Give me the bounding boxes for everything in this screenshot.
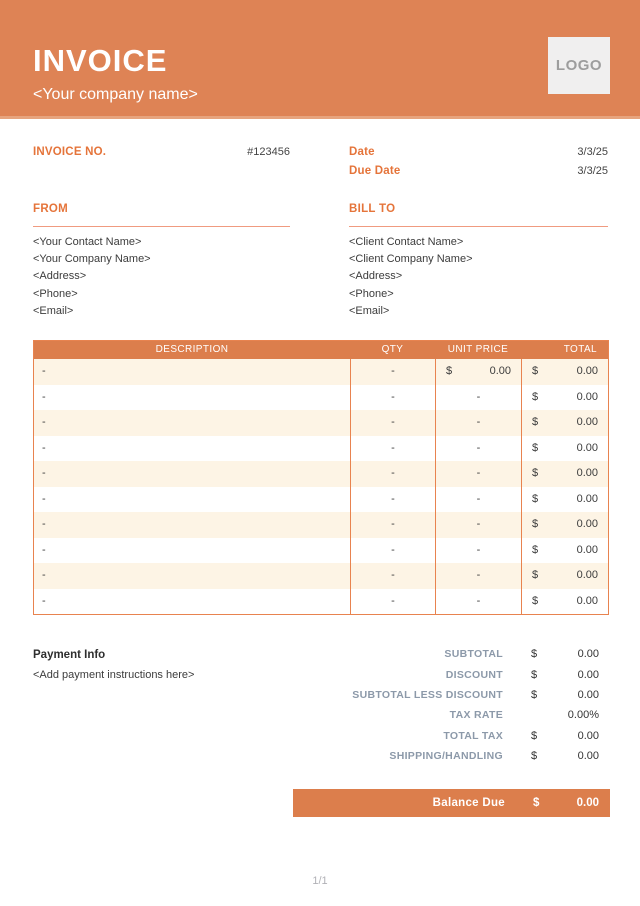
description-cell[interactable]: -: [42, 467, 46, 479]
total-currency: $: [532, 492, 539, 505]
from-contact-name[interactable]: <Your Contact Name>: [33, 236, 142, 248]
table-header-row: [34, 341, 608, 359]
total-value: 0.00: [576, 365, 598, 377]
qty-cell[interactable]: -: [350, 512, 435, 538]
unit-price-cell[interactable]: [435, 461, 521, 487]
invoice-no-value[interactable]: #123456: [247, 146, 290, 158]
total-value: 0.00: [576, 492, 598, 505]
payment-info-heading: Payment Info: [33, 649, 106, 661]
total-currency: $: [532, 416, 539, 428]
total-currency: $: [532, 441, 539, 454]
invoice-no-label: INVOICE NO.: [33, 146, 107, 158]
total-cell: [521, 461, 608, 487]
payment-info-section: [33, 645, 313, 685]
totals-value: 0.00: [577, 729, 599, 742]
table-row: [34, 563, 608, 589]
unit-price-value: -: [476, 441, 481, 454]
totals-row-label: DISCOUNT: [445, 668, 503, 681]
totals-row-label: SUBTOTAL LESS DISCOUNT: [352, 688, 503, 701]
totals-row-label: SHIPPING/HANDLING: [389, 750, 503, 763]
dates-section: [349, 146, 608, 183]
table-row: [34, 385, 608, 411]
qty-cell[interactable]: -: [350, 563, 435, 589]
qty-cell[interactable]: -: [350, 461, 435, 487]
total-cell: [521, 563, 608, 589]
totals-row-amount: [521, 689, 608, 701]
totals-row-label: SUBTOTAL: [444, 648, 503, 661]
description-cell[interactable]: -: [42, 416, 46, 428]
from-company-name[interactable]: <Your Company Name>: [33, 253, 151, 266]
unit-price-cell[interactable]: [435, 385, 521, 411]
balance-currency-symbol: $: [533, 797, 540, 809]
description-cell[interactable]: -: [42, 543, 46, 556]
total-value: 0.00: [576, 441, 598, 454]
total-cell: [521, 538, 608, 564]
totals-currency-symbol: $: [531, 729, 538, 742]
total-value: 0.00: [576, 594, 598, 607]
totals-row-amount: [521, 648, 608, 660]
description-cell[interactable]: -: [42, 594, 46, 607]
totals-value: 0.00: [577, 668, 599, 681]
unit-price-value: -: [476, 467, 481, 479]
totals-currency-symbol: $: [531, 668, 538, 681]
total-currency: $: [532, 518, 539, 530]
client-address[interactable]: <Address>: [349, 270, 403, 283]
totals-row: [290, 746, 608, 766]
total-currency: $: [532, 594, 539, 607]
total-value: 0.00: [576, 543, 598, 556]
balance-due-amount: [523, 797, 610, 809]
line-items-table: [33, 340, 609, 615]
total-currency: $: [532, 365, 539, 377]
column-header-qty: QTY: [381, 344, 404, 355]
invoice-title: INVOICE: [33, 43, 168, 78]
table-row: [34, 410, 608, 436]
column-header-description: DESCRIPTION: [155, 344, 229, 355]
totals-currency-symbol: $: [531, 750, 538, 763]
client-email[interactable]: <Email>: [349, 304, 390, 317]
totals-value: 0.00%: [567, 709, 599, 722]
unit-price-value: -: [476, 390, 481, 403]
totals-row: [290, 644, 608, 664]
client-phone[interactable]: <Phone>: [349, 287, 394, 300]
column-header-unit-price: UNIT PRICE: [447, 344, 509, 355]
qty-cell[interactable]: -: [350, 359, 435, 385]
total-cell: [521, 589, 608, 615]
table-row: [34, 512, 608, 538]
from-email[interactable]: <Email>: [33, 304, 74, 317]
totals-row-amount: [521, 709, 608, 721]
unit-price-cell[interactable]: [435, 487, 521, 513]
unit-price-cell[interactable]: [435, 512, 521, 538]
total-currency: $: [532, 543, 539, 556]
balance-due-bar: [293, 789, 610, 817]
totals-value: 0.00: [577, 750, 599, 763]
total-cell: [521, 359, 608, 385]
table-row: [34, 538, 608, 564]
totals-row: [290, 664, 608, 684]
client-company-name[interactable]: <Client Company Name>: [349, 253, 473, 266]
description-cell[interactable]: -: [42, 569, 46, 581]
unit-price-value: -: [476, 518, 481, 530]
qty-cell[interactable]: -: [350, 487, 435, 513]
totals-row: [290, 685, 608, 705]
date-value[interactable]: 3/3/25: [577, 146, 608, 158]
total-cell: [521, 410, 608, 436]
totals-row: [290, 726, 608, 746]
unit-price-cell[interactable]: [435, 589, 521, 615]
column-header-total: TOTAL: [563, 344, 597, 355]
from-address[interactable]: <Address>: [33, 270, 87, 283]
description-cell[interactable]: -: [42, 365, 46, 377]
total-value: 0.00: [576, 416, 598, 428]
unit-price-currency: $: [446, 365, 453, 377]
totals-currency-symbol: $: [531, 648, 538, 661]
description-cell[interactable]: -: [42, 441, 46, 454]
table-body: [34, 359, 608, 614]
invoice-number-row: [33, 146, 290, 165]
total-currency: $: [532, 467, 539, 479]
description-cell[interactable]: -: [42, 492, 46, 505]
total-cell: [521, 385, 608, 411]
from-heading: FROM: [33, 203, 290, 227]
table-row: [34, 461, 608, 487]
company-name-placeholder[interactable]: <Your company name>: [33, 86, 198, 103]
totals-row-amount: [521, 730, 608, 742]
unit-price-value: -: [476, 492, 481, 505]
totals-row-label: TAX RATE: [449, 709, 503, 722]
unit-price-cell[interactable]: [435, 563, 521, 589]
total-value: 0.00: [576, 518, 598, 530]
due-date-label: Due Date: [349, 164, 401, 177]
qty-cell[interactable]: -: [350, 538, 435, 564]
table-row: [34, 487, 608, 513]
unit-price-cell[interactable]: [435, 436, 521, 462]
description-cell[interactable]: -: [42, 518, 46, 530]
page-indicator: 1/1: [312, 875, 328, 887]
date-label: Date: [349, 146, 375, 158]
unit-price-value: -: [476, 594, 481, 607]
unit-price-cell[interactable]: [435, 410, 521, 436]
unit-price-value: -: [476, 569, 481, 581]
total-currency: $: [532, 569, 539, 581]
total-value: 0.00: [576, 390, 598, 403]
invoice-number-section: [33, 146, 290, 165]
unit-price-cell[interactable]: [435, 538, 521, 564]
total-value: 0.00: [576, 569, 598, 581]
from-section: [33, 203, 290, 320]
table-row: [34, 436, 608, 462]
logo-text: LOGO: [555, 57, 603, 74]
balance-value: 0.00: [576, 797, 599, 809]
banner: [0, 0, 640, 119]
total-currency: $: [532, 390, 539, 403]
total-cell: [521, 487, 608, 513]
description-cell[interactable]: -: [42, 390, 46, 403]
logo-placeholder[interactable]: [548, 37, 610, 94]
total-value: 0.00: [576, 467, 598, 479]
qty-cell[interactable]: -: [350, 436, 435, 462]
unit-price-value: -: [476, 416, 481, 428]
balance-due-label: Balance Due: [432, 797, 505, 809]
client-contact-name[interactable]: <Client Contact Name>: [349, 236, 464, 248]
unit-price-cell[interactable]: [435, 359, 521, 385]
bill-to-heading: BILL TO: [349, 203, 608, 227]
bill-to-section: [349, 203, 608, 320]
date-row: [349, 146, 608, 165]
table-row: [34, 359, 608, 385]
qty-cell[interactable]: -: [350, 410, 435, 436]
payment-instructions-placeholder[interactable]: <Add payment instructions here>: [33, 669, 195, 681]
totals-row: [290, 705, 608, 725]
qty-cell[interactable]: -: [350, 589, 435, 615]
unit-price-value: -: [476, 543, 481, 556]
total-cell: [521, 436, 608, 462]
from-phone[interactable]: <Phone>: [33, 287, 78, 300]
unit-price-value: 0.00: [489, 365, 511, 377]
totals-section: [290, 644, 608, 766]
total-cell: [521, 512, 608, 538]
table-row: [34, 589, 608, 615]
due-date-value[interactable]: 3/3/25: [577, 164, 608, 177]
totals-value: 0.00: [577, 688, 599, 701]
totals-currency-symbol: $: [531, 688, 538, 701]
totals-row-amount: [521, 669, 608, 681]
totals-row-amount: [521, 750, 608, 762]
due-date-row: [349, 165, 608, 184]
totals-value: 0.00: [577, 648, 599, 661]
qty-cell[interactable]: -: [350, 385, 435, 411]
totals-row-label: TOTAL TAX: [443, 729, 503, 742]
